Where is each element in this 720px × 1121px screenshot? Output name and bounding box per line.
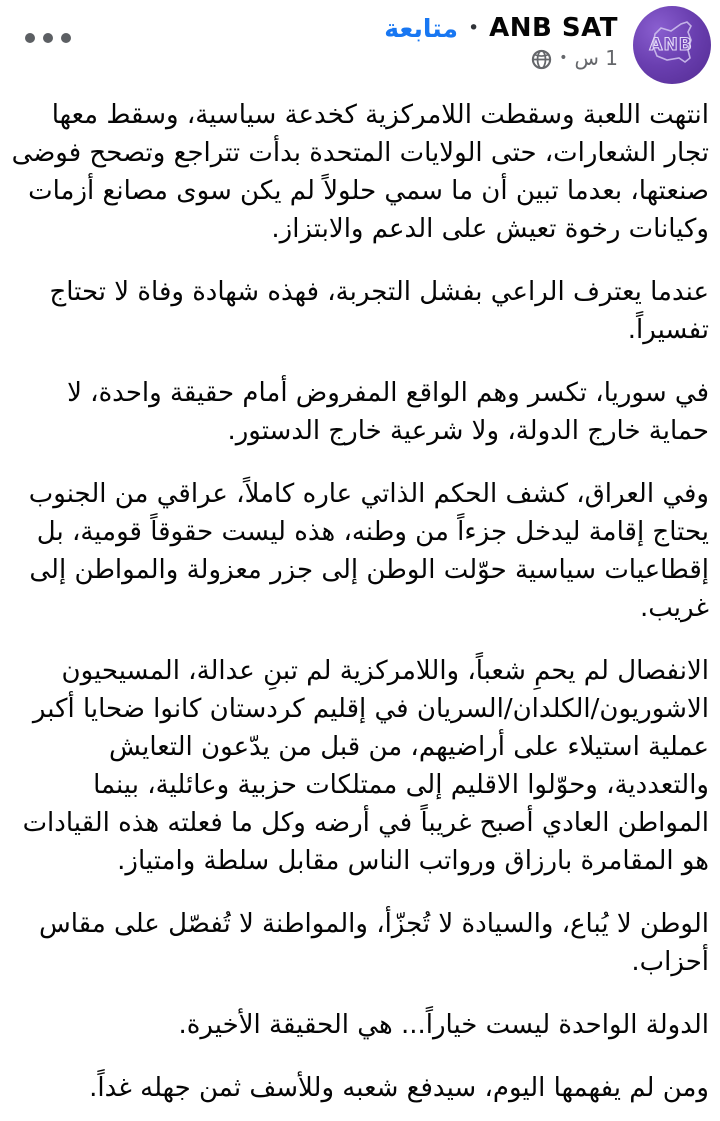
post-timestamp[interactable]: 1 س — [574, 46, 618, 70]
header-info — [384, 6, 618, 70]
meta-row — [384, 46, 618, 70]
dot-separator: • — [559, 50, 568, 66]
ellipsis-icon — [61, 33, 71, 43]
post-paragraph: في سوريا، تكسر وهم الواقع المفروض أمام حقيقة واحدة، لا حماية خارج الدولة، ولا شرعية خارج الدستور. — [67, 378, 709, 446]
dot-separator: • — [467, 17, 480, 39]
post-paragraph: وفي العراق، كشف الحكم الذاتي عاره كاملاً، عراقي من الجنوب يحتاج إقامة ليدخل جزءاً من وطنه، هذه ليست حقوقاً قومية، بل إقطاعيات سياسية حوّلت الوطن إلى جزر معزولة والمواطن إلى غريب. — [28, 479, 709, 623]
name-row — [384, 13, 618, 43]
follow-button[interactable]: متابعة — [384, 13, 458, 43]
globe-icon — [531, 49, 552, 70]
svg-text:ANB: ANB — [649, 35, 693, 55]
page-avatar[interactable] — [633, 6, 711, 84]
post-header — [0, 0, 720, 84]
post-paragraph: عندما يعترف الراعي بفشل التجربة، فهذه شهادة وفاة لا تحتاج تفسيراً. — [49, 277, 709, 345]
ellipsis-icon — [43, 33, 53, 43]
post-paragraph: انتهت اللعبة وسقطت اللامركزية كخدعة سياسية، وسقط معها تجار الشعارات، حتى الولايات المتحدة بدأت تتراجع وتصحح فوضى صنعتها، بعدما تبين أن ما سمي حلولاً لم يكن سوى مصانع أزمات وكيانات رخوة تعيش على الدعم والابتزاز. — [11, 100, 709, 244]
post-paragraph: الانفصال لم يحمِ شعباً، واللامركزية لم تبنِ عدالة، المسيحيون الاشوريون/الكلدان/السريان في إقليم كردستان كانوا ضحايا أكبر عملية استيلاء على أراضيهم، من قبل من يدّعون التعايش والتعددية، وحوّلوا الاقليم إلى ممتلكات حزبية وعائلية، بينما المواطن العادي أصبح غريباً في أرضه وكل ما فعلته هذه القيادات هو المقامرة بارزاق ورواتب الناس مقابل سلطة وامتياز. — [22, 656, 709, 876]
post-paragraph: الوطن لا يُباع، والسيادة لا تُجزّأ، والمواطنة لا تُفصّل على مقاس أحزاب. — [39, 909, 709, 977]
post-paragraph: ومن لم يفهمها اليوم، سيدفع شعبه وللأسف ثمن جهله غداً. — [89, 1073, 709, 1103]
post-paragraph: الدولة الواحدة ليست خياراً... هي الحقيقة الأخيرة. — [178, 1010, 709, 1040]
post-options-button[interactable] — [21, 29, 75, 47]
anb-logo-icon — [641, 14, 703, 76]
post-text — [0, 84, 720, 1107]
page-name[interactable]: ANB SAT — [489, 13, 618, 43]
ellipsis-icon — [25, 33, 35, 43]
